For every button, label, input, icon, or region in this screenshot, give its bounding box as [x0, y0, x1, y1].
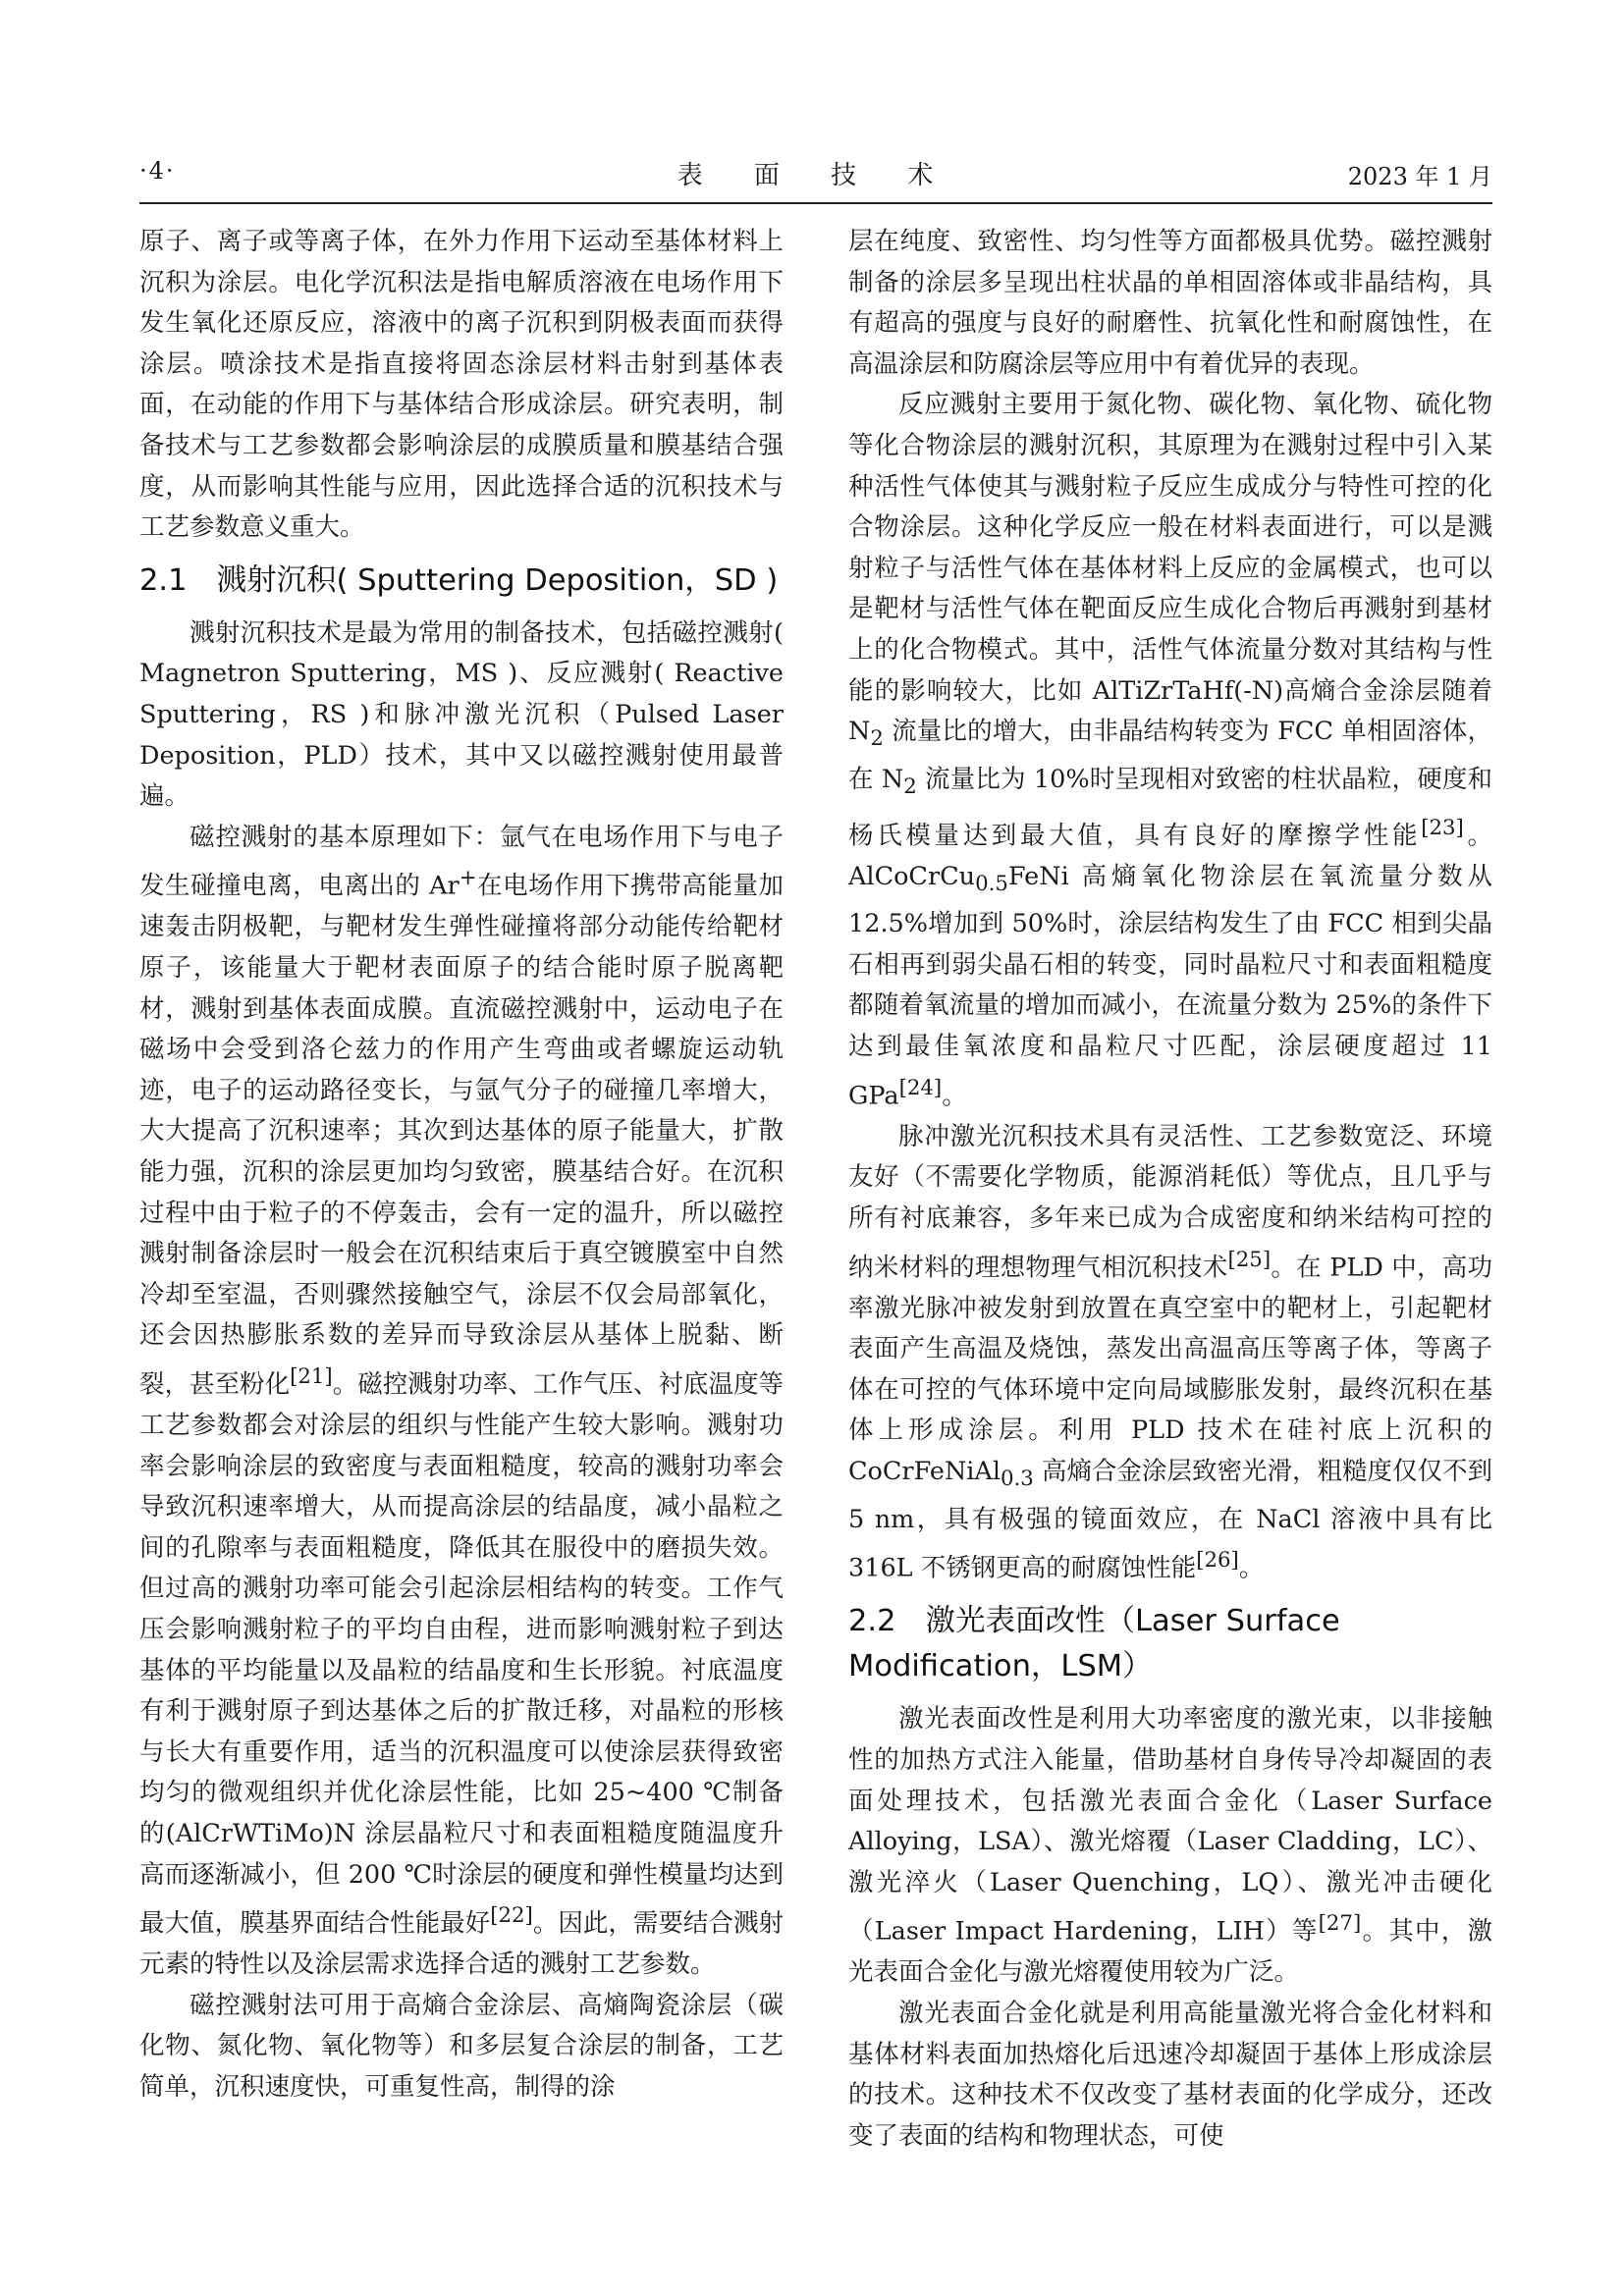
citation-ref: [27]: [1318, 1911, 1362, 1937]
page-header: [139, 153, 1492, 192]
left-column: [139, 222, 784, 2109]
paragraph: 原子、离子或等离子体，在外力作用下运动至基体材料上沉积为涂层。电化学沉积法是指电解质溶液在电场作用下发生氧化还原反应，溶液中的离子沉积到阴极表面而获得涂层。喷涂技术是指直接将固态涂层材料击射到基体表面，在动能的作用下与基体结合形成涂层。研究表明，制备技术与工艺参数都会影响涂层的成膜质量和膜基结合强度，从而影响其性能与应用，因此选择合适的沉积技术与工艺参数意义重大。: [139, 227, 784, 543]
paragraph: 激光表面合金化就是利用高能量激光将合金化材料和基体材料表面加热熔化后迅速冷却凝固于基体上形成涂层的技术。这种技术不仅改变了基材表面的化学成分，还改变了表面的结构和物理状态，可使: [848, 1999, 1492, 2151]
issue-date: 2023 年 1 月: [1347, 163, 1492, 190]
section-number: 2.1: [139, 562, 188, 598]
paragraph: 脉冲激光沉积技术具有灵活性、工艺参数宽泛、环境友好（不需要化学物质，能源消耗低）等优点，且几乎与所有衬底兼容，多年来已成为合成密度和纳米结构可控的纳米材料的理想物理气相沉积技术[25]。在 PLD 中，高功率激光脉冲被发射到放置在真空室中的靶材上，引起靶材表面产生高温及烧蚀，蒸发出高温高压等离子体，等离子体在可控的气体环境中定向局域膨胀发射，最终沉积在基体上形成涂层。利用 PLD 技术在硅衬底上沉积的 CoCrFeNiAl$_{0.3}$ 高熵合金涂层致密光滑，粗糙度仅仅不到 5 nm，具有极强的镜面效应，在 NaCl 溶液中具有比 316L 不锈钢更高的耐腐蚀性能[26]。: [848, 1121, 1492, 1583]
subscript: 0.3: [1001, 1467, 1034, 1492]
citation-ref: [21]: [290, 1363, 333, 1389]
citation-ref: [24]: [898, 1075, 943, 1100]
paragraph: 激光表面改性是利用大功率密度的激光束，以非接触性的加热方式注入能量，借助基材自身传导冷却凝固的表面处理技术，包括激光表面合金化（Laser Surface Alloying，LSA）、激光熔覆（Laser Cladding，LC）、激光淬火（Laser Quenching，LQ）、激光冲击硬化（Laser Impact Hardening，LIH）等[27]。其中，激光表面合金化与激光熔覆使用较为广泛。: [848, 1704, 1492, 1988]
right-column: [848, 222, 1492, 2157]
paragraph: 磁控溅射法可用于高熵合金涂层、高熵陶瓷涂层（碳化物、氮化物、氧化物等）和多层复合涂层的制备，工艺简单，沉积速度快，可重复性高，制得的涂: [139, 1990, 784, 2103]
subscript: 2: [903, 774, 917, 799]
citation-ref: [26]: [1196, 1548, 1239, 1574]
section-heading-2-2: [848, 1599, 1492, 1689]
journal-title: 表 面 技 术: [677, 161, 955, 190]
subscript: 2: [870, 726, 884, 752]
superscript: +: [459, 866, 477, 891]
page-number: ·4·: [139, 157, 176, 185]
paragraph: 磁控溅射的基本原理如下：氩气在电场作用下与电子发生碰撞电离，电离出的 Ar+在电场作用下携带高能量加速轰击阴极靶，与靶材发生弹性碰撞将部分动能传给靶材原子，该能量大于靶材表面原子的结合能时原子脱离靶材，溅射到基体表面成膜。直流磁控溅射中，运动电子在磁场中会受到洛仑兹力的作用产生弯曲或者螺旋运动轨迹，电子的运动路径变长，与氩气分子的碰撞几率增大，大大提高了沉积速率；其次到达基体的原子能量大，扩散能力强，沉积的涂层更加均匀致密，膜基结合好。在沉积过程中由于粒子的不停轰击，会有一定的温升，所以磁控溅射制备涂层时一般会在沉积结束后于真空镀膜室中自然冷却至室温，否则骤然接触空气，涂层不仅会局部氧化，还会因热膨胀系数的差异而导致涂层从基体上脱黏、断裂，甚至粉化[21]。磁控溅射功率、工作气压、衬底温度等工艺参数都会对涂层的组织与性能产生较大影响。溅射功率会影响涂层的致密度与表面粗糙度，较高的溅射功率会导致沉积速率增大，从而提高涂层的结晶度，减小晶粒之间的孔隙率与表面粗糙度，降低其在服役中的磨损失效。但过高的溅射功率可能会引起涂层相结构的转变。工作气压会影响溅射粒子的平均自由程，进而影响溅射粒子到达基体的平均能量以及晶粒的结晶度和生长形貌。衬底温度有利于溅射原子到达基体之后的扩散迁移，对晶粒的形核与长大有重要作用，适当的沉积温度可以使涂层获得致密均匀的微观组织并优化涂层性能，比如 25~400 ℃制备的(AlCrWTiMo)N 涂层晶粒尺寸和表面粗糙度随温度升高而逐渐减小，但 200 ℃时涂层的硬度和弹性模量均达到最大值，膜基界面结合性能最好[22]。因此，需要结合溅射元素的特性以及涂层需求选择合适的溅射工艺参数。: [139, 822, 784, 1980]
header-rule: [139, 202, 1492, 204]
section-title: 激光表面改性（Laser Surface Modification，LSM）: [848, 1604, 1340, 1684]
citation-ref: [25]: [1227, 1247, 1272, 1272]
section-title: 溅射沉积( Sputtering Deposition，SD ): [216, 562, 779, 598]
section-heading-2-1: [139, 559, 784, 604]
paragraph: 反应溅射主要用于氮化物、碳化物、氧化物、硫化物等化合物涂层的溅射沉积，其原理为在溅射过程中引入某种活性气体使其与溅射粒子反应生成成分与特性可控的化合物涂层。这种化学反应一般在材料表面进行，可以是溅射粒子与活性气体在基体材料上反应的金属模式，也可以是靶材与活性气体在靶面反应生成化合物后再溅射到基材上的化合物模式。其中，活性气体流量分数对其结构与性能的影响较大，比如 AlTiZrTaHf(-N)高熵合金涂层随着 $N_2$ 流量比的增大，由非晶结构转变为 FCC 单相固溶体，在 $N_2$ 流量比为 10%时呈现相对致密的柱状晶粒，硬度和杨氏模量达到最大值，具有良好的摩擦学性能[23]。AlCoCrCu$_{0.5}$FeNi 高熵氧化物涂层在氧流量分数从 12.5%增加到 50%时，涂层结构发生了由 FCC 相到尖晶石相再到弱尖晶石相的转变，同时晶粒尺寸和表面粗糙度都随着氧流量的增加而减小，在流量分数为 25%的条件下达到最佳氧浓度和晶粒尺寸匹配，涂层硬度超过 11 GPa[24]。: [848, 390, 1493, 1111]
citation-ref: [23]: [1421, 815, 1464, 840]
citation-ref: [22]: [490, 1903, 533, 1929]
section-number: 2.2: [848, 1604, 896, 1639]
paragraph: 溅射沉积技术是最为常用的制备技术，包括磁控溅射( Magnetron Sputtering，MS )、反应溅射( Reactive Sputtering，RS )和脉冲激光沉积（Pulsed Laser Deposition，PLD）技术，其中又以磁控溅射使用最普遍。: [139, 617, 784, 812]
subscript: 0.5: [975, 871, 1008, 896]
paragraph: 层在纯度、致密性、均匀性等方面都极具优势。磁控溅射制备的涂层多呈现出柱状晶的单相固溶体或非晶结构，具有超高的强度与良好的耐磨性、抗氧化性和耐腐蚀性，在高温涂层和防腐涂层等应用中有着优异的表现。: [848, 227, 1492, 379]
